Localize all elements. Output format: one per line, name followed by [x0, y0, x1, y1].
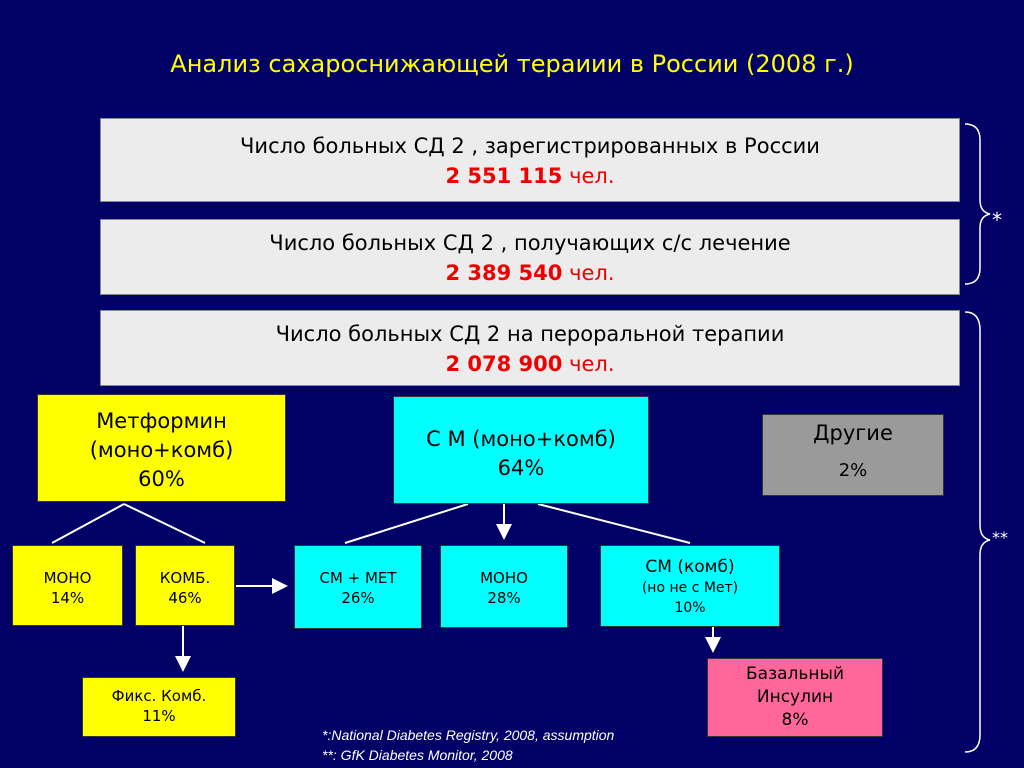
- fix-comb-box: [82, 677, 236, 737]
- other-pct: 2%: [838, 460, 868, 481]
- sm-pct: 64%: [497, 456, 545, 480]
- sm-met-label: СМ + МЕТ: [319, 569, 397, 587]
- sm-comb-box: [600, 545, 780, 627]
- page-title: Анализ сахароснижающей тераиии в России (2008 г.): [170, 50, 854, 78]
- basal-insulin-box: [707, 658, 883, 737]
- sm-comb-label: СМ (комб): [645, 557, 735, 577]
- registered-label: Число больных СД 2 , зарегистрированных в России: [240, 134, 820, 158]
- metformin-title: Метформин: [96, 409, 227, 433]
- sm-comb-note: (но не с Мет): [641, 580, 739, 596]
- basal-pct: 8%: [781, 710, 809, 730]
- treated-label: Число больных СД 2 , получающих с/с лечение: [269, 231, 791, 255]
- treated-value: 2 389 540: [445, 261, 563, 285]
- met-mono-pct: 14%: [50, 589, 85, 607]
- sm-mono-pct: 28%: [487, 589, 521, 607]
- footnote-2: **: GfK Diabetes Monitor, 2008: [322, 747, 513, 763]
- line-sm-to-smmet: [345, 504, 468, 543]
- line-sm-to-smcomb: [538, 504, 690, 543]
- oral-label: Число больных СД 2 на пероральной терапии: [275, 322, 785, 346]
- sm-comb-pct: 10%: [674, 600, 706, 616]
- met-mono-box: [12, 545, 123, 626]
- metformin-pct: 60%: [138, 467, 185, 491]
- oral-unit: чел.: [569, 352, 615, 376]
- met-mono-label: МОНО: [43, 569, 92, 587]
- oral-value: 2 078 900: [445, 352, 563, 376]
- met-comb-label: КОМБ.: [159, 569, 211, 587]
- upper-brace: [965, 124, 990, 284]
- sm-title: С М (моно+комб): [426, 427, 616, 451]
- fix-comb-pct: 11%: [142, 707, 176, 725]
- lower-brace-label: **: [992, 528, 1008, 547]
- line-met-to-mono: [52, 504, 124, 543]
- metformin-box: [37, 394, 286, 502]
- fix-comb-label: Фикс. Комб.: [111, 687, 207, 705]
- sm-box: [393, 396, 649, 504]
- other-label: Другие: [813, 421, 893, 445]
- metformin-subtitle: (моно+комб): [89, 438, 234, 462]
- sm-met-pct: 26%: [341, 589, 375, 607]
- met-comb-box: [135, 545, 235, 626]
- treated-unit: чел.: [569, 261, 615, 285]
- line-met-to-comb: [124, 504, 205, 543]
- sm-met-box: [294, 545, 422, 629]
- lower-brace: [965, 312, 990, 752]
- upper-brace-label: *: [992, 208, 1002, 232]
- footnote-1: *:National Diabetes Registry, 2008, assumption: [322, 727, 615, 743]
- registered-value: 2 551 115: [445, 164, 563, 188]
- sm-mono-box: [440, 545, 568, 628]
- met-comb-pct: 46%: [168, 589, 202, 607]
- registered-unit: чел.: [569, 164, 615, 188]
- basal-line1: Базальный: [745, 664, 844, 684]
- other-box: [762, 414, 944, 496]
- sm-mono-label: МОНО: [480, 569, 528, 587]
- basal-line2: Инсулин: [756, 687, 834, 707]
